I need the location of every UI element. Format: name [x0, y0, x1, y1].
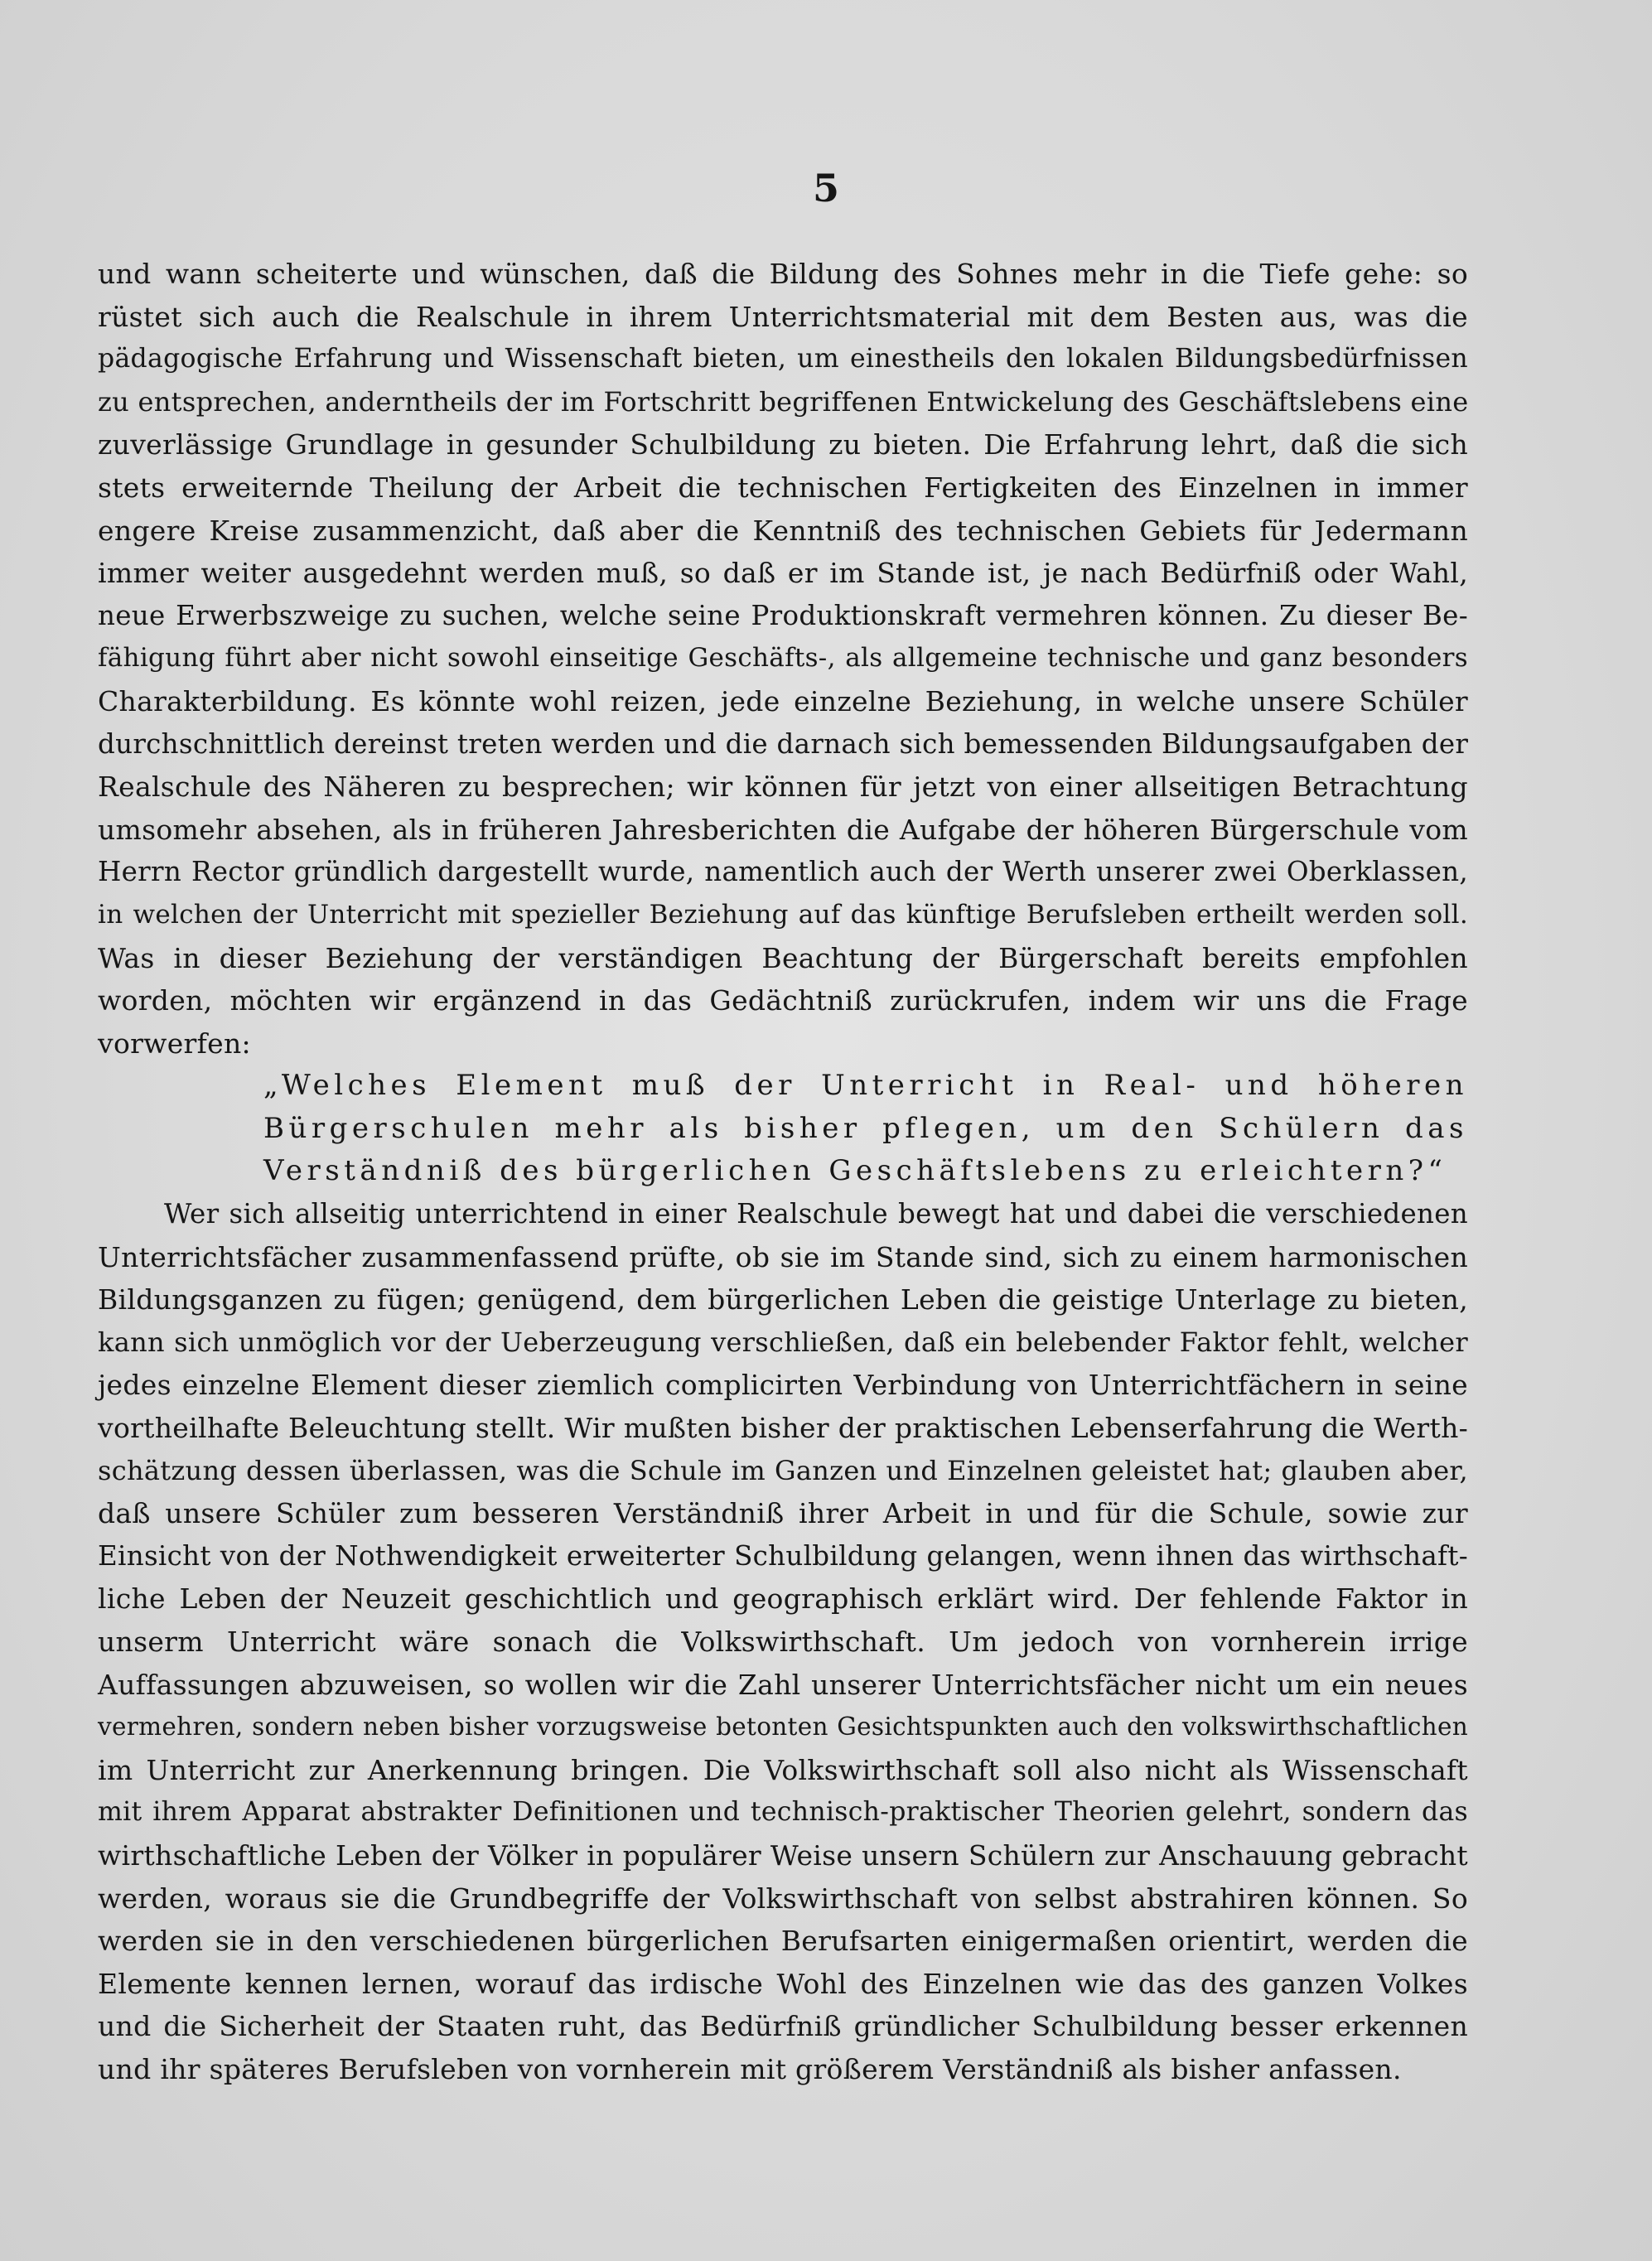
text-line: und wann scheiterte und wünschen, daß die Bildung des Sohnes mehr in die Tiefe gehe: so	[98, 258, 1468, 290]
text-line: Charakterbildung. Es könnte wohl reizen, jede einzelne Beziehung, in welche unsere Schüler	[98, 684, 1468, 717]
page-number: 5	[812, 166, 839, 210]
text-line: vermehren, sondern neben bisher vorzugsweise betonten Gesichtspunkten auch den volkswirthschaftlichen	[98, 1713, 1468, 1742]
body-text	[98, 253, 1468, 2091]
text-line: jedes einzelne Element dieser ziemlich complicirten Verbindung von Unterrichtfächern in seine	[98, 1369, 1468, 1402]
text-line: zu entsprechen, anderntheils der im Fortschritt begriffenen Entwickelung des Geschäftslebens eine	[98, 385, 1469, 418]
text-line: vortheilhafte Beleuchtung stellt. Wir mußten bisher der praktischen Lebenserfahrung die Werth-	[98, 1412, 1469, 1445]
text-line: rüstet sich auch die Realschule in ihrem Unterrichtsmaterial mit dem Besten aus, was die	[98, 300, 1468, 333]
text-line: zuverlässige Grundlage in gesunder Schulbildung zu bieten. Die Erfahrung lehrt, daß die sich	[98, 428, 1468, 461]
text-line: durchschnittlich dereinst treten werden und die darnach sich bemessenden Bildungsaufgaben der	[98, 727, 1469, 760]
text-line: worden, möchten wir ergänzend in das Gedächtniß zurückrufen, indem wir uns die Frage	[98, 984, 1468, 1017]
text-line: umsomehr absehen, als in früheren Jahresberichten die Aufgabe der höheren Bürgerschule vom	[98, 813, 1468, 846]
text-line: kann sich unmöglich vor der Ueberzeugung verschließen, daß ein belebender Faktor fehlt, welcher	[98, 1326, 1468, 1358]
text-line: Unterrichtsfächer zusammenfassend prüfte, ob sie im Stande sind, sich zu einem harmonischen	[98, 1240, 1468, 1273]
text-line: mit ihrem Apparat abstrakter Definitionen und technisch-praktischer Theorien gelehrt, sondern das	[98, 1797, 1468, 1828]
text-line: vorwerfen:	[98, 1027, 251, 1060]
quote-line: „Welches Element muß der Unterricht in Real- und höheren	[263, 1069, 1468, 1103]
text-line: Auffassungen abzuweisen, so wollen wir die Zahl unserer Unterrichtsfächer nicht um ein neues	[98, 1668, 1468, 1701]
text-line: pädagogische Erfahrung und Wissenschaft bieten, um einestheils den lokalen Bildungsbedürfnissen	[98, 344, 1468, 374]
text-line: immer weiter ausgedehnt werden muß, so daß er im Stande ist, je nach Bedürfniß oder Wahl,	[98, 557, 1468, 590]
text-line: Wer sich allseitig unterrichtend in einer Realschule bewegt hat und dabei die verschiedenen	[164, 1198, 1468, 1230]
text-line: im Unterricht zur Anerkennung bringen. Die Volkswirthschaft soll also nicht als Wissenschaft	[98, 1753, 1468, 1786]
text-line: engere Kreise zusammenzicht, daß aber die Kenntniß des technischen Gebiets für Jedermann	[98, 514, 1468, 547]
text-line: Realschule des Näheren zu besprechen; wir können für jetzt von einer allseitigen Betrachtung	[98, 771, 1468, 804]
text-line: und die Sicherheit der Staaten ruht, das Bedürfniß gründlicher Schulbildung besser erkennen	[98, 2010, 1468, 2043]
text-line: Was in dieser Beziehung der verständigen Beachtung der Bürgerschaft bereits empfohlen	[98, 941, 1468, 974]
text-line: werden, woraus sie die Grundbegriffe der Volkswirthschaft von selbst abstrahiren können. So	[98, 1882, 1468, 1915]
text-line: werden sie in den verschiedenen bürgerlichen Berufsarten einigermaßen orientirt, werden die	[98, 1925, 1468, 1958]
text-line: liche Leben der Neuzeit geschichtlich und geographisch erklärt wird. Der fehlende Faktor in	[98, 1582, 1468, 1616]
text-line: neue Erwerbszweige zu suchen, welche seine Produktionskraft vermehren können. Zu dieser Be-	[98, 599, 1468, 631]
text-line: daß unsere Schüler zum besseren Verständniß ihrer Arbeit in und für die Schule, sowie zur	[98, 1497, 1468, 1530]
text-line: unserm Unterricht wäre sonach die Volkswirthschaft. Um jedoch von vornherein irrige	[98, 1626, 1468, 1658]
quote-line: Verständniß des bürgerlichen Geschäftslebens zu erleichtern?“	[263, 1154, 1447, 1188]
text-line: Elemente kennen lernen, worauf das irdische Wohl des Einzelnen wie das des ganzen Volkes	[98, 1967, 1468, 2000]
text-line: Einsicht von der Nothwendigkeit erweiterter Schulbildung gelangen, wenn ihnen das wirthschaft-	[98, 1539, 1468, 1572]
text-line: und ihr späteres Berufsleben von vornherein mit größerem Verständniß als bisher anfassen.	[98, 2052, 1402, 2085]
text-line: wirthschaftliche Leben der Völker in populärer Weise unsern Schülern zur Anschauung gebracht	[98, 1838, 1468, 1872]
text-line: schätzung dessen überlassen, was die Schule im Ganzen und Einzelnen geleistet hat; glauben aber,	[98, 1454, 1468, 1486]
text-line: fähigung führt aber nicht sowohl einseitige Geschäfts-, als allgemeine technische und ganz besonders	[98, 643, 1468, 674]
text-line: Herrn Rector gründlich dargestellt wurde, namentlich auch der Werth unserer zwei Oberklassen,	[98, 856, 1468, 888]
text-line: in welchen der Unterricht mit spezieller Beziehung auf das künftige Berufsleben ertheilt werden soll.	[98, 899, 1468, 930]
text-line: Bildungsganzen zu fügen; genügend, dem bürgerlichen Leben die geistige Unterlage zu bieten,	[98, 1283, 1468, 1317]
quote-line: Bürgerschulen mehr als bisher pflegen, um den Schülern das	[263, 1111, 1468, 1145]
text-line: stets erweiternde Theilung der Arbeit die technischen Fertigkeiten des Einzelnen in immer	[98, 471, 1468, 504]
